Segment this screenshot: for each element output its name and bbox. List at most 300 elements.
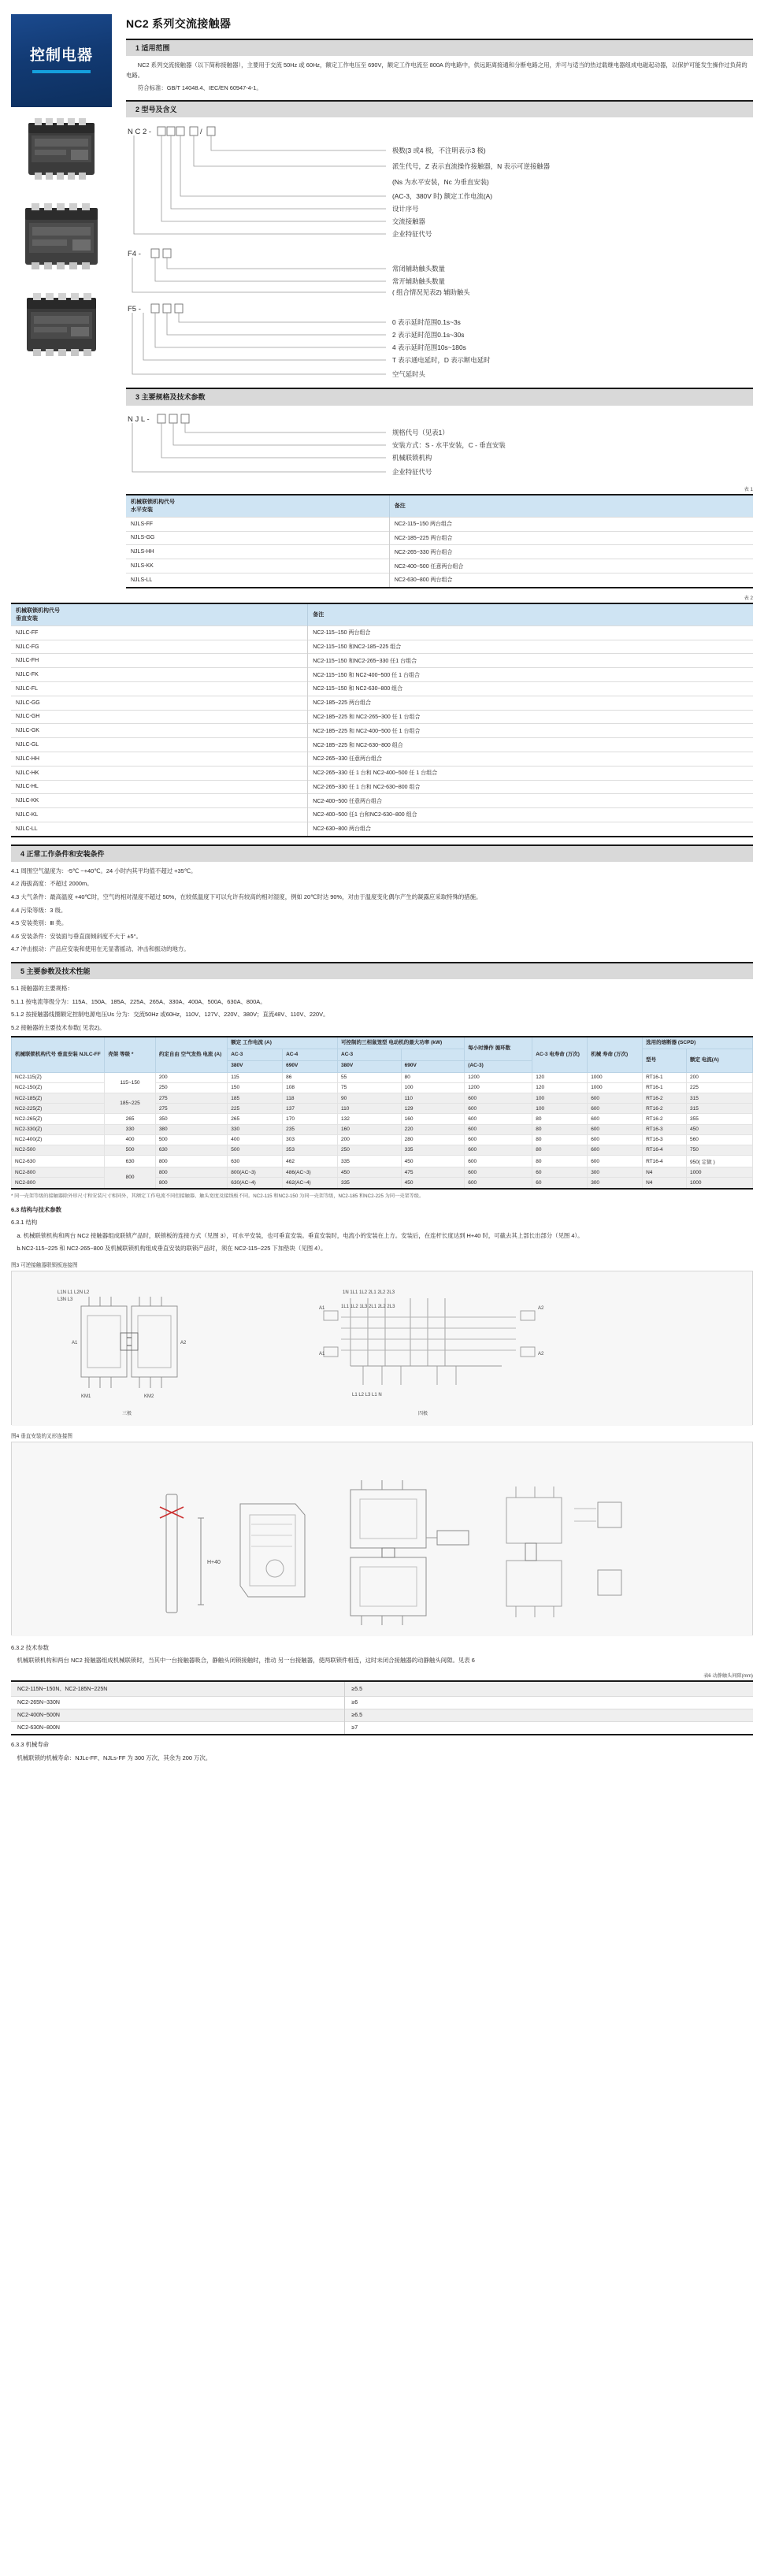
t2-code: NJLC-FF	[11, 625, 308, 640]
table-6-contact-gap	[11, 1680, 753, 1735]
t2-code: NJLC-HH	[11, 752, 308, 766]
t2-code: NJLC-GK	[11, 724, 308, 738]
spec-p690: 280	[401, 1134, 465, 1145]
figure-4-box	[11, 1442, 753, 1635]
spec-ie380: 630	[228, 1156, 283, 1167]
spec-p690: 80	[401, 1072, 465, 1082]
t6-gap: ≥5.5	[345, 1681, 753, 1697]
section-5-label: 主要参数及技术性能	[26, 967, 91, 975]
t2-head-remark: 备注	[308, 603, 753, 626]
table-row	[11, 625, 753, 640]
t1-head-remark: 备注	[389, 495, 753, 518]
table-row	[11, 738, 753, 752]
t2-code: NJLC-KL	[11, 808, 308, 822]
table-row	[12, 1072, 753, 1082]
fig3-label-km2: KM2	[144, 1394, 154, 1399]
spec-th-ac4: AC-4	[283, 1049, 338, 1061]
t2-remark: NC2-265~330 任 1 台和 NC2-400~500 任 1 台组合	[308, 766, 753, 780]
spec-ie690: 486(AC~3)	[283, 1167, 338, 1178]
table-row	[126, 559, 753, 573]
t2-remark: NC2-185~225 和 NC2-265~300 任 1 台组合	[308, 710, 753, 724]
condition-4-2: 4.2 海拔高度：不超过 2000m。	[11, 880, 93, 888]
t2-code: NJLC-GH	[11, 710, 308, 724]
spec-thermal: 800	[155, 1156, 227, 1167]
t2-remark: NC2-115~150 两台组合	[308, 625, 753, 640]
t1-head-code-main: 机械联锁机构代号	[131, 499, 175, 506]
spec-p380: 90	[338, 1093, 402, 1103]
table-row	[11, 724, 753, 738]
table-row	[11, 1697, 753, 1709]
t2-remark: NC2-185~225 和 NC2-400~500 任 1 台组合	[308, 724, 753, 738]
t2-body	[11, 625, 753, 836]
table-row	[11, 682, 753, 696]
spec-thermal: 250	[155, 1082, 227, 1093]
section-4-num: 4	[20, 849, 25, 858]
t1-code: NJLS-FF	[126, 517, 389, 531]
spec-ie690: 462(AC~4)	[283, 1178, 338, 1189]
t6-model: NC2-630N~800N	[11, 1722, 345, 1735]
t2-code: NJLC-GG	[11, 696, 308, 710]
spec-th-cycles: 每小时操作 循环数	[465, 1037, 532, 1060]
table6-body	[11, 1681, 753, 1735]
figure-3-box	[11, 1271, 753, 1425]
section-header-specs	[126, 388, 753, 405]
spec-cycles: 600	[465, 1145, 532, 1155]
spec-ac3life: 60	[532, 1178, 588, 1189]
page-title: NC2 系列交流接触器	[126, 17, 232, 30]
spec-fusei: 200	[686, 1072, 752, 1082]
t1-remark: NC2-115~150 两台组合	[389, 517, 753, 531]
spec-p380: 335	[338, 1178, 402, 1189]
njl-note-1: 安装方式：S - 水平安装，C - 垂直安装	[392, 440, 506, 449]
spec-p380: 55	[338, 1072, 402, 1082]
t2-remark: NC2-265~330 任 1 台和 NC2-630~800 组合	[308, 780, 753, 794]
spec-shell: 265	[105, 1114, 156, 1124]
njl-note-3: 企业特征代号	[392, 467, 432, 476]
spec-ie690: 303	[283, 1134, 338, 1145]
model-note-4: 设计序号	[392, 205, 419, 213]
t1-head-code-sub: 水平安装	[131, 507, 153, 514]
table-row	[11, 822, 753, 836]
spec-cycles: 600	[465, 1134, 532, 1145]
spec-shell: 630	[105, 1156, 156, 1167]
spec-fusei: 1000	[686, 1178, 752, 1189]
table-row	[11, 766, 753, 780]
table-1-horizontal-interlock	[126, 494, 753, 588]
spec-fuse: RT16-2	[643, 1104, 687, 1114]
heading-6-3-3: 6.3.3 机械寿命	[11, 1741, 50, 1749]
spec-th-fuse-current: 额定 电流(A)	[686, 1049, 752, 1073]
spec-mechlife: 600	[588, 1104, 643, 1114]
spec-fuse: RT16-3	[643, 1134, 687, 1145]
table-row	[12, 1145, 753, 1155]
table-2-vertical-interlock	[11, 603, 753, 837]
table-row	[126, 517, 753, 531]
spec-th-ac3b: AC-3	[338, 1049, 402, 1061]
param-5-2: 5.2 接触器的主要技术参数( 见表2)。	[11, 1023, 106, 1031]
t2-remark: NC2-185~225 两台组合	[308, 696, 753, 710]
t2-remark: NC2-400~500 任1 台和NC2-630~800 组合	[308, 808, 753, 822]
spec-thermal: 800	[155, 1178, 227, 1189]
table-row	[12, 1093, 753, 1103]
spec-mechlife: 600	[588, 1145, 643, 1155]
spec-p690: 220	[401, 1124, 465, 1134]
t2-remark: NC2-115~150 和NC2-185~225 组合	[308, 640, 753, 654]
spec-p690: 475	[401, 1167, 465, 1178]
spec-p380: 110	[338, 1104, 402, 1114]
f5-note-0: 0 表示延时范围0.1s~3s	[392, 318, 461, 327]
brand-title: 控制电器	[29, 47, 93, 65]
spec-fuse: N4	[643, 1167, 687, 1178]
spec-shell: 330	[105, 1124, 156, 1134]
table-row	[11, 808, 753, 822]
t2-remark: NC2-185~225 和 NC2-630~800 组合	[308, 738, 753, 752]
model-note-2: (Ns 为水平安装，Nc 为垂直安装)	[392, 178, 489, 187]
section-1-num: 1	[135, 44, 140, 52]
spec-p690: 110	[401, 1093, 465, 1103]
spec-th-ac3-life: AC-3 电寿命 (万次)	[532, 1037, 588, 1072]
spec-th-perhour-sub: (AC-3)	[465, 1060, 532, 1072]
condition-4-6: 4.6 安装条件：安装面与垂直面倾斜度不大于 ±5°。	[11, 932, 142, 940]
brand-rule	[32, 70, 91, 73]
table-row	[12, 1134, 753, 1145]
t2-code: NJLC-GL	[11, 738, 308, 752]
spec-ac3life: 60	[532, 1167, 588, 1178]
spec-cycles: 600	[465, 1104, 532, 1114]
fig3-label-3pole: 三极	[122, 1411, 132, 1416]
spec-fuse: RT16-4	[643, 1156, 687, 1167]
spec-cycles: 1200	[465, 1072, 532, 1082]
spec-code: NC2-800	[12, 1178, 105, 1189]
t2-code: NJLC-FL	[11, 682, 308, 696]
spec-mechlife: 1000	[588, 1072, 643, 1082]
spec-ie380: 150	[228, 1082, 283, 1093]
product-images	[11, 112, 112, 367]
table-row	[11, 696, 753, 710]
fig3-label-a1r2: A1	[319, 1351, 325, 1357]
figure-4-svg	[12, 1442, 752, 1636]
section-5-num: 5	[20, 967, 25, 975]
table-row	[126, 545, 753, 559]
spec-ie380: 225	[228, 1104, 283, 1114]
spec-fuse: RT16-1	[643, 1082, 687, 1093]
spec-fusei: 355	[686, 1114, 752, 1124]
f4-note-2: ( 组合情况见表2) 辅助触头	[392, 288, 470, 296]
njl-note-0: 规格代号（见表1）	[392, 428, 449, 436]
spec-code: NC2-185(Z)	[12, 1093, 105, 1103]
spec-mechlife: 600	[588, 1156, 643, 1167]
scope-paragraph-2: 符合标准：GB/T 14048.4、IEC/EN 60947-4-1。	[137, 84, 262, 91]
spec-thermal: 800	[155, 1167, 227, 1178]
svg-text:/: /	[200, 128, 202, 137]
t2-head-code	[11, 603, 308, 626]
table-row	[12, 1114, 753, 1124]
spec-mechlife: 600	[588, 1124, 643, 1134]
f5-note-2: 4 表示延时范围10s~180s	[392, 343, 466, 352]
t6-gap: ≥6.5	[345, 1709, 753, 1722]
spec-mechlife: 600	[588, 1134, 643, 1145]
spec-ie380: 800(AC~3)	[228, 1167, 283, 1178]
spec-code: NC2-265(Z)	[12, 1114, 105, 1124]
spec-ie690: 462	[283, 1156, 338, 1167]
spec-th-code-text: 机械联锁机构代号 垂直安装 NJLC-FF	[15, 1051, 101, 1057]
table-row	[11, 640, 753, 654]
t1-code: NJLS-KK	[126, 559, 389, 573]
spec-th-ac3: AC-3	[228, 1049, 283, 1061]
spec-ie380: 265	[228, 1114, 283, 1124]
t2-remark: NC2-630~800 两台组合	[308, 822, 753, 836]
t1-code: NJLS-HH	[126, 545, 389, 559]
spec-code: NC2-115(Z)	[12, 1072, 105, 1082]
spec-th-shell: 壳架 等级 *	[105, 1037, 156, 1072]
table-row	[12, 1167, 753, 1178]
table2-caption: 表 2	[744, 595, 753, 601]
t1-code: NJLS-GG	[126, 531, 389, 545]
spec-fuse: N4	[643, 1178, 687, 1189]
spec-th-fuse: 选用的熔断器 (SCPD)	[643, 1037, 753, 1049]
spec-th-690b: 690V	[401, 1060, 465, 1072]
spec-code: NC2-330(Z)	[12, 1124, 105, 1134]
njl-prefix-label: N J L -	[128, 414, 150, 424]
page-header	[0, 14, 764, 588]
spec-p380: 450	[338, 1167, 402, 1178]
fig3-label-a1: A1	[72, 1340, 78, 1346]
spec-fusei: 1000	[686, 1167, 752, 1178]
spec-th-thermal: 约定自由 空气发热 电流 (A)	[155, 1037, 227, 1072]
param-5-1-1: 5.1.1 按电流等级分为：115A、150A、185A、225A、265A、330A、400A、500A、630A、800A。	[11, 997, 266, 1005]
spec-p380: 335	[338, 1156, 402, 1167]
spec-p690: 450	[401, 1156, 465, 1167]
t2-code: NJLC-FH	[11, 654, 308, 668]
section-header-conditions	[11, 844, 753, 862]
fig3-label-a1r: A1	[319, 1305, 325, 1311]
spec-p690: 335	[401, 1145, 465, 1155]
t2-code: NJLC-FG	[11, 640, 308, 654]
spec-ie380: 115	[228, 1072, 283, 1082]
product-photo-1	[11, 112, 112, 194]
section-header-model	[126, 100, 753, 117]
spec-cycles: 600	[465, 1156, 532, 1167]
spec-tbody	[12, 1072, 753, 1189]
table-row	[11, 710, 753, 724]
spec-ac3life: 80	[532, 1114, 588, 1124]
model-note-1: 派生代号，Z 表示直流操作接触器，N 表示可逆接触器	[392, 162, 551, 171]
condition-4-7: 4.7 冲击振动：产品应安装和使用在无显著摇动、冲击和振动的地方。	[11, 945, 190, 953]
condition-4-4: 4.4 污染等级：3 级。	[11, 906, 67, 914]
t6-model: NC2-265N~330N	[11, 1697, 345, 1709]
t6-gap: ≥7	[345, 1722, 753, 1735]
table-row	[11, 1681, 753, 1697]
t2-code: NJLC-HK	[11, 766, 308, 780]
t2-head-code-main: 机械联锁机构代号	[16, 608, 60, 614]
right-column	[120, 14, 753, 588]
fig3-label-a2r: A2	[538, 1305, 544, 1311]
spec-mechlife: 600	[588, 1114, 643, 1124]
f5-note-1: 2 表示延时范围0.1s~30s	[392, 331, 465, 340]
model-prefix-label: N C 2 -	[128, 128, 152, 137]
spec-thermal: 275	[155, 1104, 227, 1114]
spec-fusei: 225	[686, 1082, 752, 1093]
spec-fusei: 450	[686, 1124, 752, 1134]
t6-model: NC2-400N~500N	[11, 1709, 345, 1722]
table-row	[11, 1709, 753, 1722]
fig3-mid-terminals: 1L1 1L2 1L3 2L1 2L2 2L3	[341, 1304, 395, 1309]
model-note-0: 极数(3 或4 极，不注明表示3 极)	[392, 147, 486, 155]
struct-para-633: 机械联锁的机械寿命：NJLc-FF、NJLs-FF 为 300 万次、其余为 200 万次。	[17, 1754, 212, 1761]
t2-remark: NC2-115~150 和NC2-265~330 任1 台组合	[308, 654, 753, 668]
t6-model: NC2-115N~150N、NC2-185N~225N	[11, 1681, 345, 1697]
spec-p690: 100	[401, 1082, 465, 1093]
spec-ac3life: 80	[532, 1134, 588, 1145]
spec-ie380: 400	[228, 1134, 283, 1145]
spec-cycles: 600	[465, 1114, 532, 1124]
t2-remark: NC2-400~500 任意两台组合	[308, 794, 753, 808]
spec-ac3life: 80	[532, 1145, 588, 1155]
heading-6-3-2: 6.3.2 技术参数	[11, 1643, 50, 1651]
spec-ie690: 108	[283, 1082, 338, 1093]
spec-fuse: RT16-3	[643, 1124, 687, 1134]
spec-th-fuse-model: 型号	[643, 1049, 687, 1073]
spec-thermal: 380	[155, 1124, 227, 1134]
t2-remark: NC2-265~330 任意两台组合	[308, 752, 753, 766]
spec-th-code	[12, 1037, 105, 1072]
spec-ie380: 500	[228, 1145, 283, 1155]
t2-code: NJLC-FK	[11, 668, 308, 682]
param-5-1: 5.1 接触器的主要规格：	[11, 984, 73, 992]
fig3-label-left-sub: L3N L3	[57, 1297, 73, 1302]
table1-caption: 表 1	[744, 486, 753, 492]
spec-p690: 450	[401, 1178, 465, 1189]
spec-p380: 200	[338, 1134, 402, 1145]
spec-mechlife: 1000	[588, 1082, 643, 1093]
spec-thermal: 630	[155, 1145, 227, 1155]
spec-p380: 132	[338, 1114, 402, 1124]
spec-code: NC2-225(Z)	[12, 1104, 105, 1114]
spec-fuse: RT16-2	[643, 1093, 687, 1103]
spec-mechlife: 300	[588, 1167, 643, 1178]
section-3-num: 3	[135, 393, 140, 402]
spec-fusei: 950( 定做 )	[686, 1156, 752, 1167]
fig3-top-terminals: 1N 1L1 1L2 2L1 2L2 2L3	[343, 1290, 395, 1295]
t2-head-code-sub: 垂直安装	[16, 616, 38, 622]
spec-ac3life: 100	[532, 1093, 588, 1103]
spec-code: NC2-150(Z)	[12, 1082, 105, 1093]
product-photo-3	[11, 285, 112, 367]
condition-4-1: 4.1 周围空气温度为：-5℃ ~+40℃。24 小时内其平均值不超过 +35℃。	[11, 867, 197, 874]
spec-thermal: 350	[155, 1114, 227, 1124]
spec-p690: 129	[401, 1104, 465, 1114]
spec-thermal: 275	[155, 1093, 227, 1103]
spec-fusei: 560	[686, 1134, 752, 1145]
t1-remark: NC2-185~225 两台组合	[389, 531, 753, 545]
struct-para-a: a. 机械联锁机构和两台 NC2 接触器组成联锁产品时，联锁板的连接方式（见图 3），可水平安装，也可垂直安装。垂直安装时，电流小的安装在上方。安装后，在连杆长度达到 H+40 时，可截去其上部长出部分（见图 4）。	[17, 1231, 584, 1239]
spec-ie380: 630(AC~4)	[228, 1178, 283, 1189]
table-row	[12, 1124, 753, 1134]
spec-ac3life: 120	[532, 1072, 588, 1082]
f5-note-4: 空气延时头	[392, 370, 425, 379]
spec-p690: 160	[401, 1114, 465, 1124]
f4-prefix-label: F4 -	[128, 250, 141, 259]
spec-ie690: 137	[283, 1104, 338, 1114]
section-header-scope	[126, 39, 753, 56]
struct-para-b: b.NC2-115~225 和 NC2-265~800 及机械联锁机构组成垂直安装的联锁产品时，须在 NC2-115~225 下加垫块（见图 4）。	[17, 1245, 327, 1253]
model-code-svg	[126, 124, 748, 240]
model-note-3: (AC-3，380V 时) 额定工作电流(A)	[392, 192, 493, 201]
spec-ie690: 86	[283, 1072, 338, 1082]
table-row	[126, 531, 753, 545]
model-code-diagram	[126, 124, 753, 240]
brand-box	[11, 14, 112, 107]
spec-th-motor-power: 可控制的三相鼠笼型 电动机的最大功率 (kW)	[338, 1037, 465, 1049]
main-spec-table	[11, 1036, 753, 1189]
section-1-label: 适用范围	[141, 44, 170, 52]
struct-para-632: 机械联锁机构和两台 NC2 接触器组成机械联锁时，当其中一台接触器吸合，静触头闭锁接触时，推动 另一台接触器，使两联锁件相连，这时未闭合接触器的动静触头间隙。见表 6	[17, 1657, 475, 1665]
spec-fuse: RT16-4	[643, 1145, 687, 1155]
f5-prefix-label: F5 -	[128, 305, 141, 314]
spec-fuse: RT16-2	[643, 1114, 687, 1124]
spec-p380: 160	[338, 1124, 402, 1134]
t2-code: NJLC-LL	[11, 822, 308, 836]
fig3-label-km1: KM1	[81, 1394, 91, 1399]
spec-fusei: 315	[686, 1104, 752, 1114]
scope-paragraph-1: NC2 系列交流接触器（以下简称接触器），主要用于交流 50Hz 或 60Hz，额定工作电压至 690V，额定工作电流至 800A 的电路中，供远距离接通和分断电路之用，并可与适当的热过载继电器组成电磁起动器，以保护可能发生操作过负荷的电路。	[126, 61, 747, 79]
njl-note-2: 机械联锁机构	[392, 453, 432, 462]
spec-cycles: 1200	[465, 1082, 532, 1093]
spec-ie690: 170	[283, 1114, 338, 1124]
figure-3-svg	[12, 1271, 752, 1426]
spec-footnote: * 同一壳架等级的接触器除外形尺寸和安装尺寸相同外，其额定工作电流不同但接触器、触头宽度及接线板不同。NC2-115 和NC2-150 为同一壳架等级，NC2-185 和NC2-225 为同一壳架等级。	[11, 1193, 425, 1199]
spec-shell: 500	[105, 1145, 156, 1155]
fig3-bottom-terminals: L1 L2 L3 L1 N	[352, 1392, 382, 1397]
spec-th-380a: 380V	[228, 1060, 283, 1072]
spec-cycles: 600	[465, 1093, 532, 1103]
spec-ie690: 118	[283, 1093, 338, 1103]
figure-3-caption: 图3 可逆接触器联锁板连接图	[11, 1262, 78, 1268]
table-row	[11, 654, 753, 668]
spec-fusei: 750	[686, 1145, 752, 1155]
full-width-content	[0, 594, 764, 1763]
spec-shell: 800	[105, 1167, 156, 1189]
fig4-label-h40: H+40	[207, 1559, 221, 1565]
spec-th-mech-life: 机械 寿命 (万次)	[588, 1037, 643, 1072]
t2-remark: NC2-115~150 和 NC2-400~500 任 1 台组合	[308, 668, 753, 682]
spec-ac3life: 80	[532, 1124, 588, 1134]
model-note-6: 企业特征代号	[392, 230, 432, 239]
heading-6-3: 6.3 结构与技术参数	[11, 1205, 62, 1213]
spec-mechlife: 600	[588, 1093, 643, 1103]
spec-th-blank	[401, 1049, 465, 1061]
fig3-label-a2: A2	[180, 1340, 187, 1346]
njl-code-diagram	[126, 412, 753, 480]
table-row	[11, 752, 753, 766]
spec-code: NC2-500	[12, 1145, 105, 1155]
spec-th-380b: 380V	[338, 1060, 402, 1072]
spec-ie690: 235	[283, 1124, 338, 1134]
spec-ac3life: 100	[532, 1104, 588, 1114]
condition-4-3: 4.3 大气条件：最高温度 +40℃时，空气的相对湿度不超过 50%，在较低温度下可以允许有较高的相对湿度，例如 20℃时达 90%，对由于温度变化偶尔产生的凝露应采取特殊的措施。	[11, 893, 482, 900]
spec-th-690a: 690V	[283, 1060, 338, 1072]
f4-code-diagram	[126, 247, 753, 295]
table-row	[11, 668, 753, 682]
t6-gap: ≥6	[345, 1697, 753, 1709]
param-5-1-2: 5.1.2 按接触器线圈额定控制电源电压Us 分为：交流50Hz 或60Hz，110V、127V、220V、380V；直流48V、110V、220V。	[11, 1011, 329, 1019]
section-2-label: 型号及含义	[141, 106, 177, 114]
spec-code: NC2-400(Z)	[12, 1134, 105, 1145]
table-row	[11, 794, 753, 808]
f4-note-1: 常开辅助触头数量	[392, 277, 445, 286]
spec-ie380: 330	[228, 1124, 283, 1134]
heading-6-3-1: 6.3.1 结构	[11, 1219, 38, 1227]
